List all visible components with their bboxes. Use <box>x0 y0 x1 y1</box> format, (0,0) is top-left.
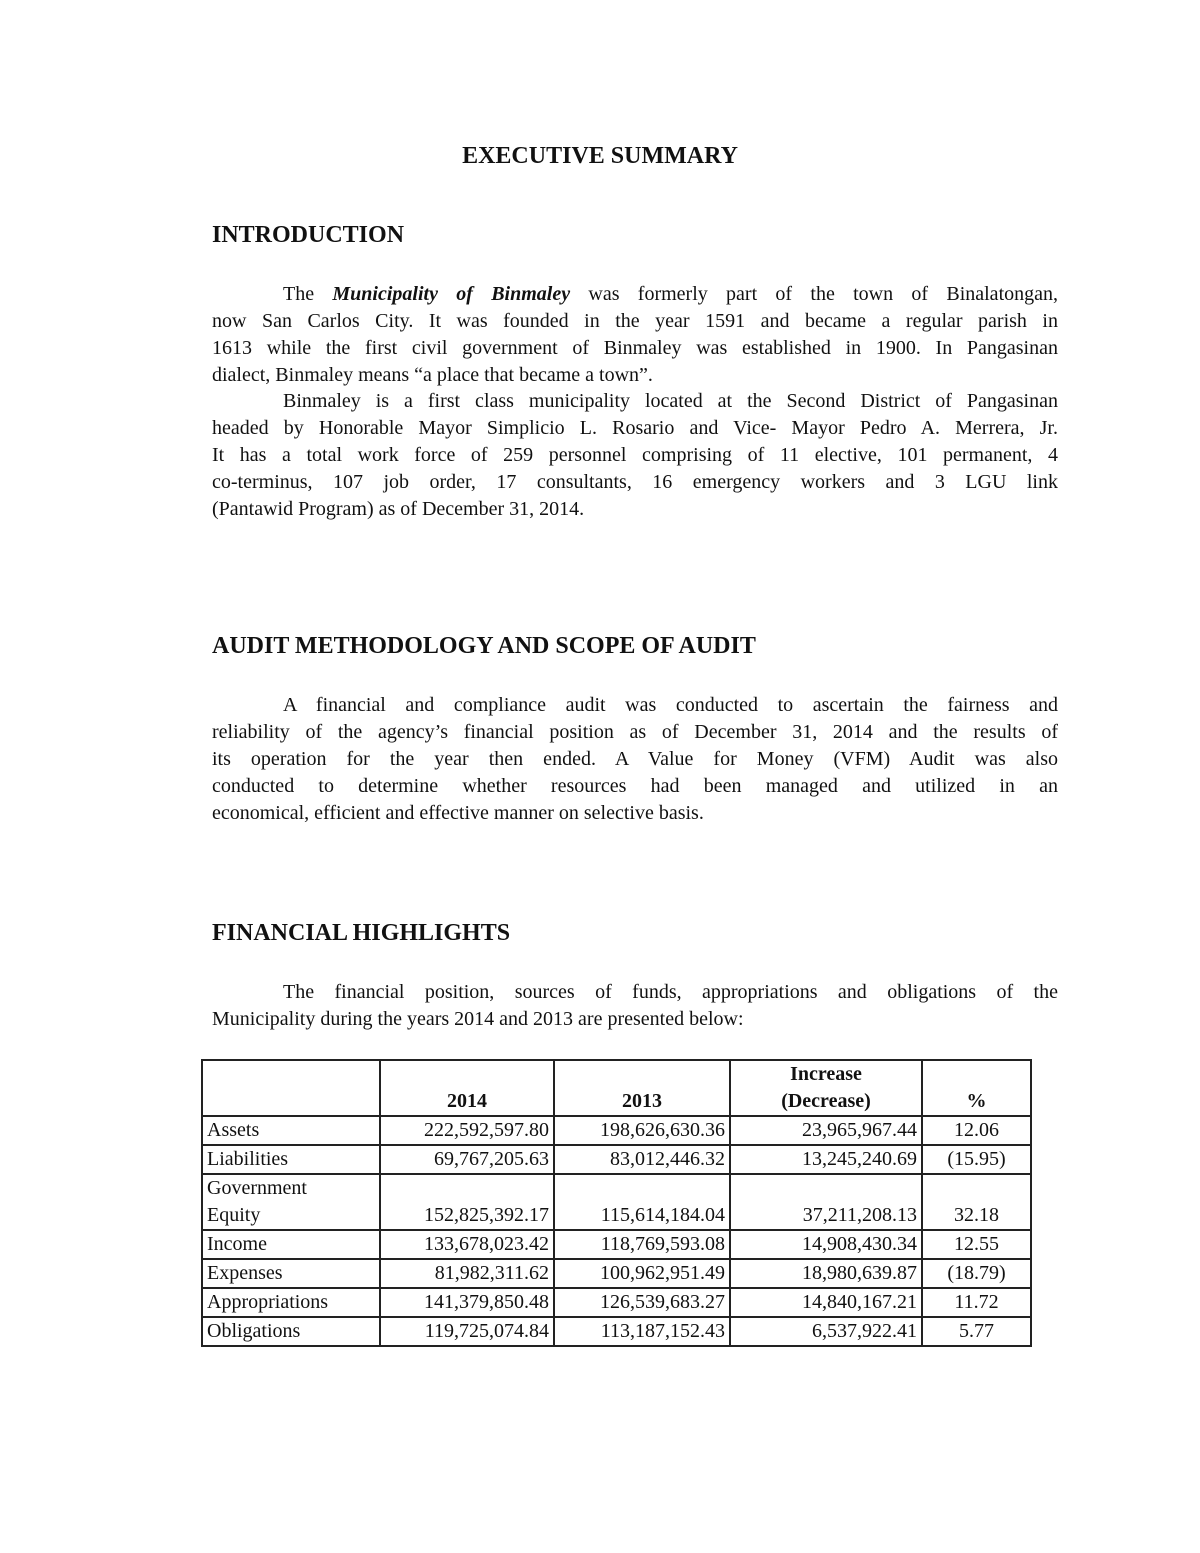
value-percent: 12.55 <box>922 1230 1031 1259</box>
text-line: A financial and compliance audit was conducted to ascertain the fairness and <box>283 694 1058 716</box>
value-2013: 113,187,152.43 <box>554 1317 730 1346</box>
value-2014: 133,678,023.42 <box>380 1230 554 1259</box>
text-line: conducted to determine whether resources had been managed and utilized in an <box>212 775 1058 797</box>
text: The <box>283 283 333 305</box>
value-2014: 119,725,074.84 <box>380 1317 554 1346</box>
value-2013: 83,012,446.32 <box>554 1145 730 1174</box>
text-line: dialect, Binmaley means “a place that became a town”. <box>212 364 653 386</box>
value-2013: 126,539,683.27 <box>554 1288 730 1317</box>
header-blank <box>202 1060 380 1116</box>
header-decrease: (Decrease) <box>781 1090 871 1112</box>
value-2013: 198,626,630.36 <box>554 1116 730 1145</box>
value-2013: 115,614,184.04 <box>554 1174 730 1230</box>
financial-highlights-table <box>201 1059 1032 1347</box>
value-change: 18,980,639.87 <box>730 1259 922 1288</box>
value-percent: 5.77 <box>922 1317 1031 1346</box>
table-row <box>202 1288 1031 1317</box>
text-line: its operation for the year then ended. A Value for Money (VFM) Audit was also <box>212 748 1058 770</box>
financial-paragraph <box>212 979 1058 1033</box>
value-change: 6,537,922.41 <box>730 1317 922 1346</box>
table-row <box>202 1317 1031 1346</box>
text-line: Municipality during the years 2014 and 2013 are presented below: <box>212 1008 744 1030</box>
row-label: Equity <box>207 1204 261 1226</box>
row-label: Liabilities <box>202 1145 380 1174</box>
row-label: Assets <box>202 1116 380 1145</box>
introduction-paragraph-2 <box>212 388 1058 523</box>
value-2014: 69,767,205.63 <box>380 1145 554 1174</box>
value-percent: 32.18 <box>922 1174 1031 1230</box>
table-header-row <box>202 1060 1031 1116</box>
value-change: 13,245,240.69 <box>730 1145 922 1174</box>
text-line: headed by Honorable Mayor Simplicio L. Rosario and Vice- Mayor Pedro A. Merrera, Jr. <box>212 417 1058 439</box>
table-row <box>202 1174 1031 1230</box>
value-2014: 152,825,392.17 <box>380 1174 554 1230</box>
row-label: Appropriations <box>202 1288 380 1317</box>
municipality-name: Municipality of Binmaley <box>332 283 571 305</box>
text-line: 1613 while the first civil government of Binmaley was established in 1900. In Pangasinan <box>212 337 1058 359</box>
table-row <box>202 1116 1031 1145</box>
value-change: 37,211,208.13 <box>730 1174 922 1230</box>
header-2013: 2013 <box>554 1060 730 1116</box>
row-label: Obligations <box>202 1317 380 1346</box>
text: was formerly part of the town of Binalatongan, <box>570 283 1058 305</box>
row-label: Expenses <box>202 1259 380 1288</box>
value-2014: 141,379,850.48 <box>380 1288 554 1317</box>
audit-paragraph <box>212 692 1058 827</box>
value-2014: 222,592,597.80 <box>380 1116 554 1145</box>
value-percent: (15.95) <box>922 1145 1031 1174</box>
header-2014: 2014 <box>380 1060 554 1116</box>
value-change: 23,965,967.44 <box>730 1116 922 1145</box>
value-percent: 12.06 <box>922 1116 1031 1145</box>
table-row <box>202 1230 1031 1259</box>
text-line: reliability of the agency’s financial position as of December 31, 2014 and the results of <box>212 721 1058 743</box>
value-2013: 118,769,593.08 <box>554 1230 730 1259</box>
value-change: 14,840,167.21 <box>730 1288 922 1317</box>
row-label-cell <box>202 1174 380 1230</box>
text-line: The financial position, sources of funds, appropriations and obligations of the <box>283 981 1058 1003</box>
text-line <box>212 281 1058 308</box>
text-line: co-terminus, 107 job order, 17 consultants, 16 emergency workers and 3 LGU link <box>212 471 1058 493</box>
audit-heading: AUDIT METHODOLOGY AND SCOPE OF AUDIT <box>212 633 756 659</box>
introduction-heading: INTRODUCTION <box>212 222 405 248</box>
financial-heading: FINANCIAL HIGHLIGHTS <box>212 920 511 946</box>
text-line: Binmaley is a first class municipality located at the Second District of Pangasinan <box>283 390 1058 412</box>
value-percent: 11.72 <box>922 1288 1031 1317</box>
page-title: EXECUTIVE SUMMARY <box>462 143 738 169</box>
text-line: (Pantawid Program) as of December 31, 2014. <box>212 498 585 520</box>
header-percent: % <box>922 1060 1031 1116</box>
introduction-paragraph-1 <box>212 281 1058 389</box>
text-line: It has a total work force of 259 personnel comprising of 11 elective, 101 permanent, 4 <box>212 444 1058 466</box>
value-2013: 100,962,951.49 <box>554 1259 730 1288</box>
row-label: Income <box>202 1230 380 1259</box>
text-line: now San Carlos City. It was founded in the year 1591 and became a regular parish in <box>212 310 1058 332</box>
header-change <box>730 1060 922 1116</box>
value-percent: (18.79) <box>922 1259 1031 1288</box>
table-row <box>202 1259 1031 1288</box>
value-change: 14,908,430.34 <box>730 1230 922 1259</box>
value-2014: 81,982,311.62 <box>380 1259 554 1288</box>
row-label: Government <box>207 1177 307 1199</box>
header-increase: Increase <box>790 1063 862 1085</box>
table-row <box>202 1145 1031 1174</box>
text-line: economical, efficient and effective manner on selective basis. <box>212 802 704 824</box>
